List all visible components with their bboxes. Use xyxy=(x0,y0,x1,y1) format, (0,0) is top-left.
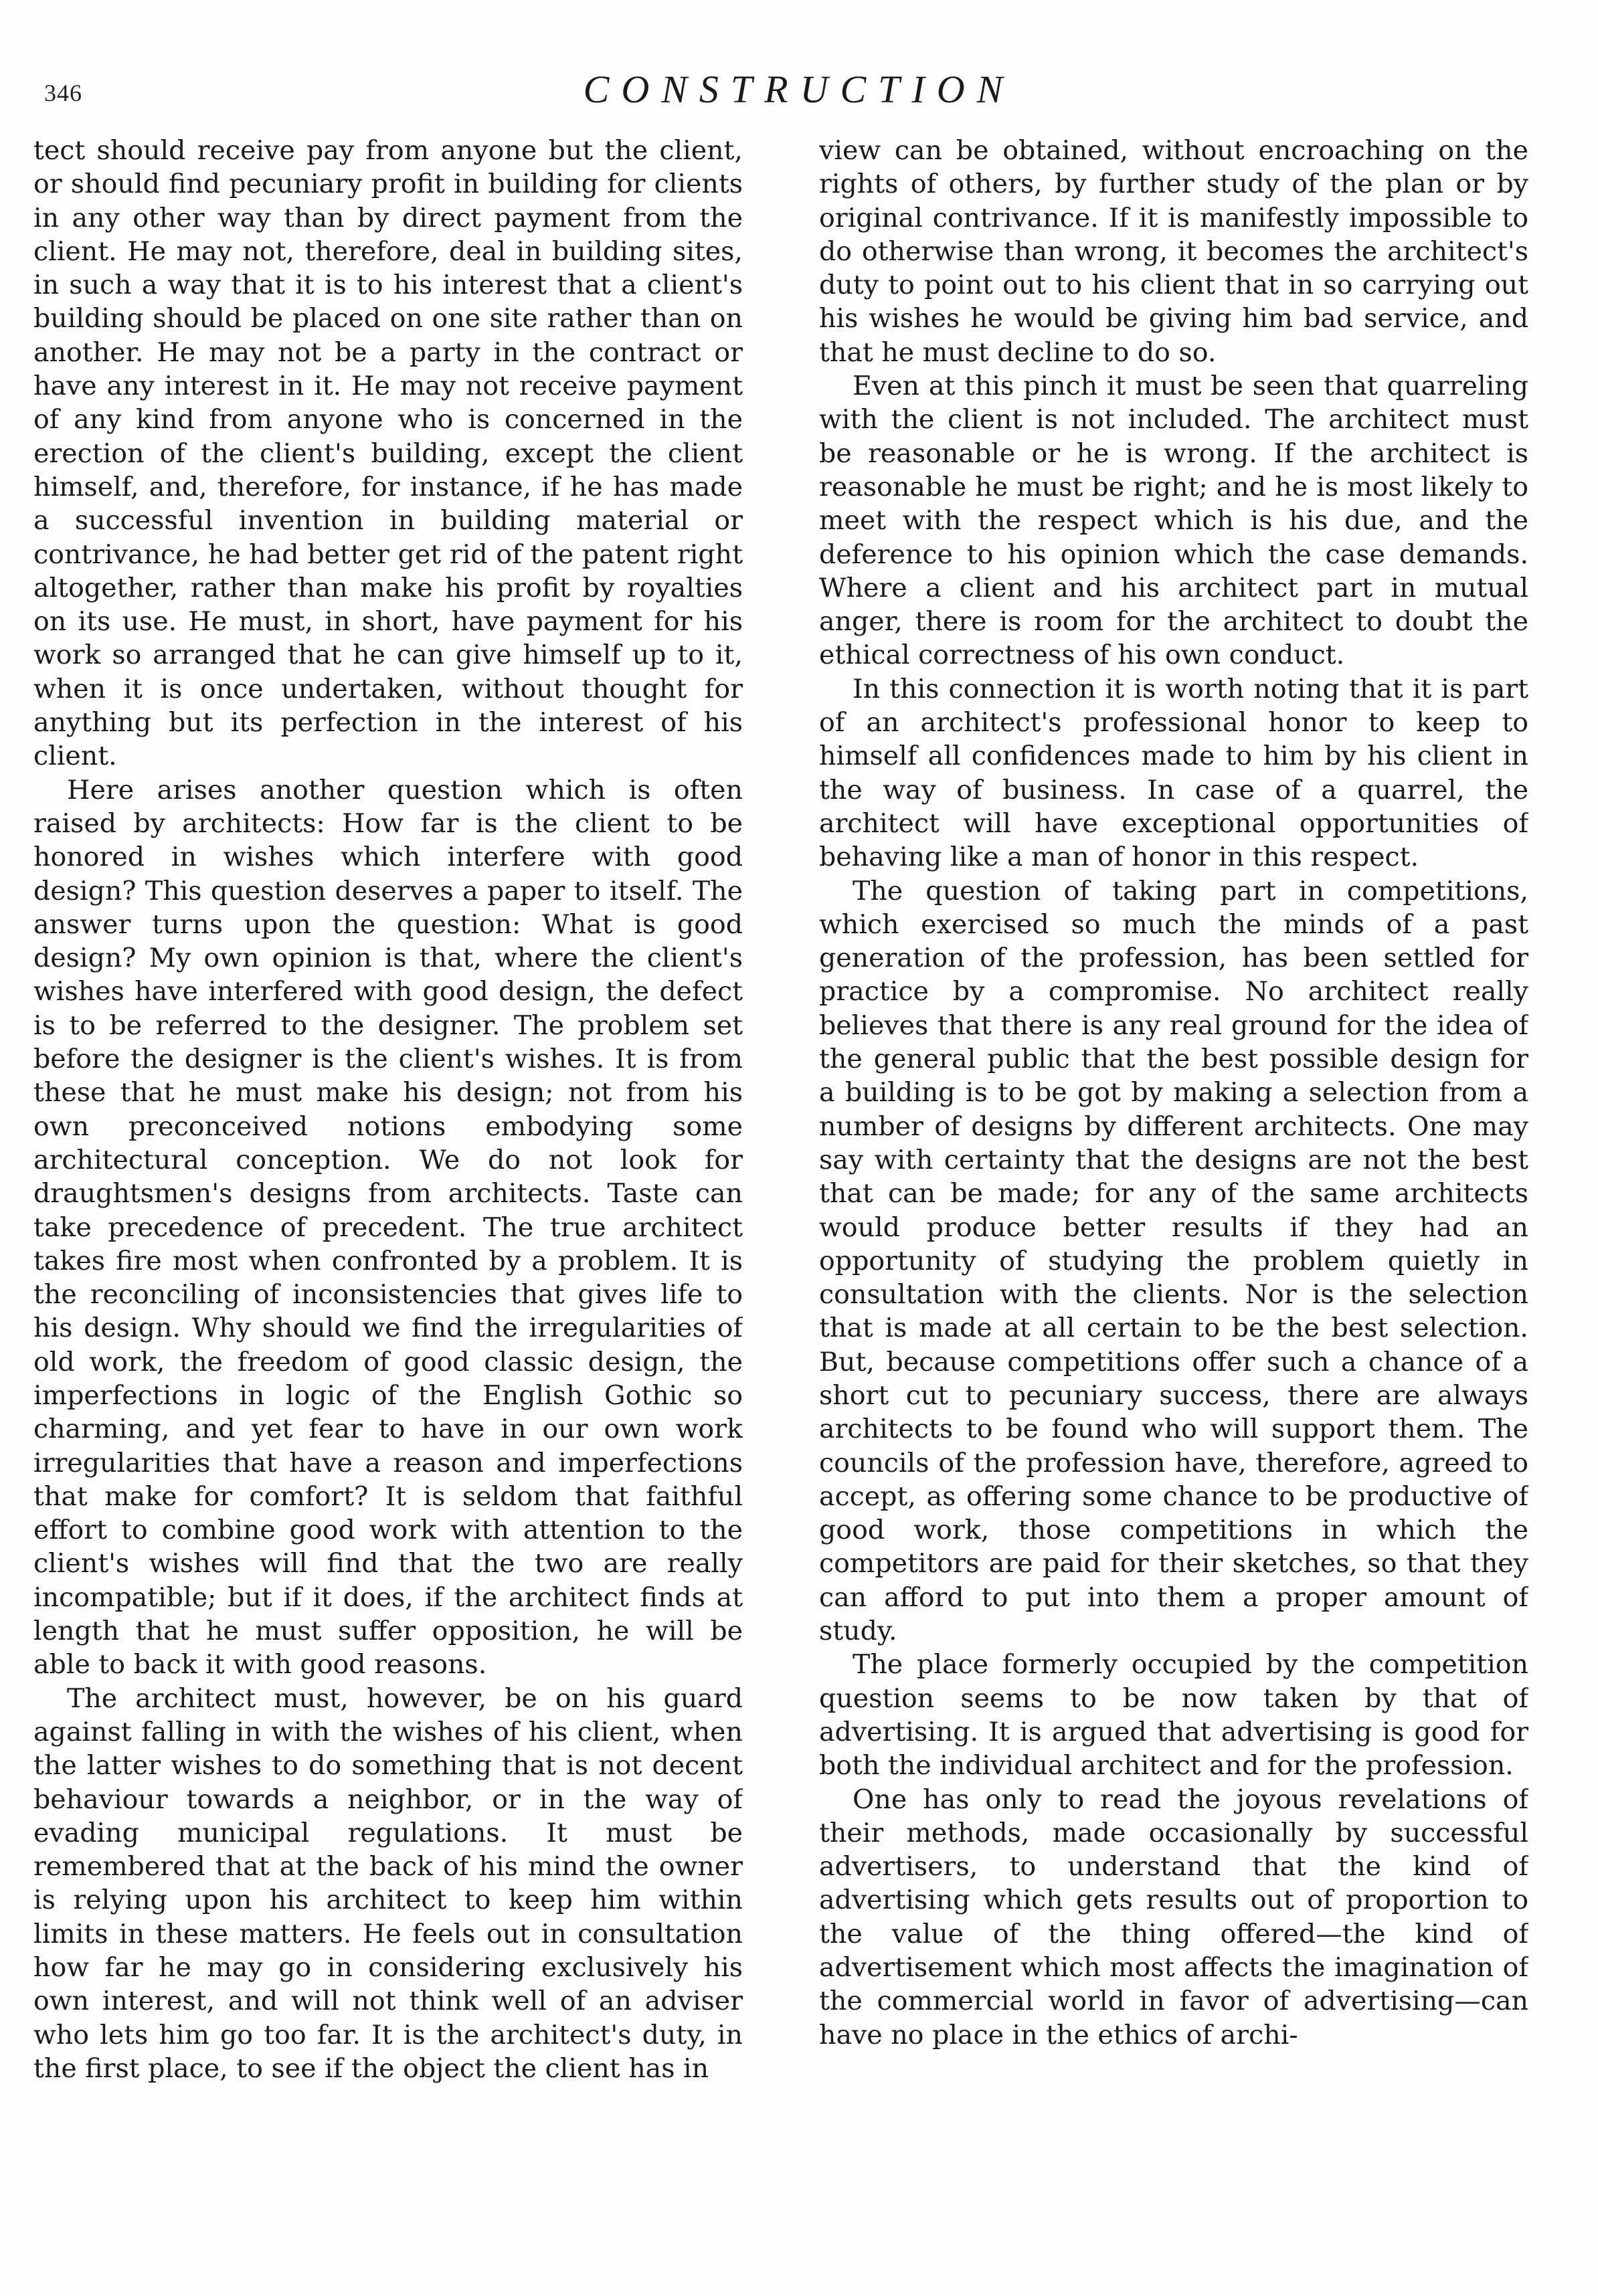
left-column xyxy=(33,134,743,2261)
right-column xyxy=(819,134,1528,2261)
paragraph: One has only to read the joyous revelations of their methods, made occasionally by successful advertisers, to understand that the kind of advertising which gets results out of proportion to the value of the thing offered—the kind of advertisement which most affects the imagination of the commercial world in favor of advertising—can have no place in the ethics of archi- xyxy=(819,1784,1528,2050)
paragraph: In this connection it is worth noting that it is part of an architect's professional honor to keep to himself all confidences made to him by his client in the way of business. In case of a quarrel, the architect will have exceptional opportunities of behaving like a man of honor in this respect. xyxy=(819,673,1528,873)
running-head: CONSTRUCTION xyxy=(583,68,1015,111)
paragraph: tect should receive pay from anyone but the client, or should find pecuniary profit in building for clients in any other way than by direct payment from the client. He may not, therefore, deal in building sites, in such a way that it is to his interest that a client's building should be placed on one site rather than on another. He may not be a party in the contract or have any interest in it. He may not receive payment of any kind from anyone who is concerned in the erection of the client's building, except the client himself, and, therefore, for instance, if he has made a successful invention in building material or contrivance, he had better get rid of the patent right altogether, rather than make his profit by royalties on its use. He must, in short, have payment for his work so arranged that he can give himself up to it, when it is once undertaken, without thought for anything but its perfection in the interest of his client. xyxy=(33,135,743,772)
paragraph: Even at this pinch it must be seen that quarreling with the client is not included. The architect must be reasonable or he is wrong. If the architect is reasonable he must be right; and he is most likely to meet with the respect which is his due, and the deference to his opinion which the case demands. Where a client and his architect part in mutual anger, there is room for the architect to doubt the ethical correctness of his own conduct. xyxy=(819,371,1528,671)
paragraph: The architect must, however, be on his guard against falling in with the wishes of his client, when the latter wishes to do something that is not decent behaviour towards a neighbor, or in the way of evading municipal regulations. It must be remembered that at the back of his mind the owner is relying upon his architect to keep him within limits in these matters. He feels out in consultation how far he may go in considering exclusively his own interest, and will not think well of an adviser who lets him go too far. It is the architect's duty, in the first place, to see if the object the client has in xyxy=(33,1683,743,2084)
paragraph: The place formerly occupied by the competition question seems to be now taken by that of advertising. It is argued that advertising is good for both the individual architect and for the profession. xyxy=(819,1649,1528,1782)
paragraph: Here arises another question which is often raised by architects: How far is the client to be honored in wishes which interfere with good design? This question deserves a paper to itself. The answer turns upon the question: What is good design? My own opinion is that, where the client's wishes have interfered with good design, the defect is to be referred to the designer. The problem set before the designer is the client's wishes. It is from these that he must make his design; not from his own preconceived notions embodying some architectural conception. We do not look for draughtsmen's designs from architects. Taste can take precedence of precedent. The true architect takes fire most when confronted by a problem. It is the reconciling of inconsistencies that gives life to his design. Why should we find the irregularities of old work, the freedom of good classic design, the imperfections in logic of the English Gothic so charming, and yet fear to have in our own work irregularities that have a reason and imperfections that make for comfort? It is seldom that faithful effort to combine good work with attention to the client's wishes will find that the two are really incompatible; but if it does, if the architect finds at length that he must suffer opposition, he will be able to back it with good reasons. xyxy=(33,774,743,1681)
paragraph: view can be obtained, without encroaching on the rights of others, by further study of the plan or by original contrivance. If it is manifestly impossible to do otherwise than wrong, it becomes the architect's duty to point out to his client that in so carrying out his wishes he would be giving him bad service, and that he must decline to do so. xyxy=(819,135,1528,368)
page-number: 346 xyxy=(44,80,82,106)
paragraph: The question of taking part in competitions, which exercised so much the minds of a past generation of the profession, has been settled for practice by a compromise. No architect really believes that there is any real ground for the idea of the general public that the best possible design for a building is to be got by making a selection from a number of designs by different architects. One may say with certainty that the designs are not the best that can be made; for any of the same architects would produce better results if they had an opportunity of studying the problem quietly in consultation with the clients. Nor is the selection that is made at all certain to be the best selection. But, because competitions offer such a chance of a short cut to pecuniary success, there are always architects to be found who will support them. The councils of the profession have, therefore, agreed to accept, as offering some chance to be productive of good work, those competitions in which the competitors are paid for their sketches, so that they can afford to put into them a proper amount of study. xyxy=(819,875,1528,1647)
page-header xyxy=(0,67,1598,120)
